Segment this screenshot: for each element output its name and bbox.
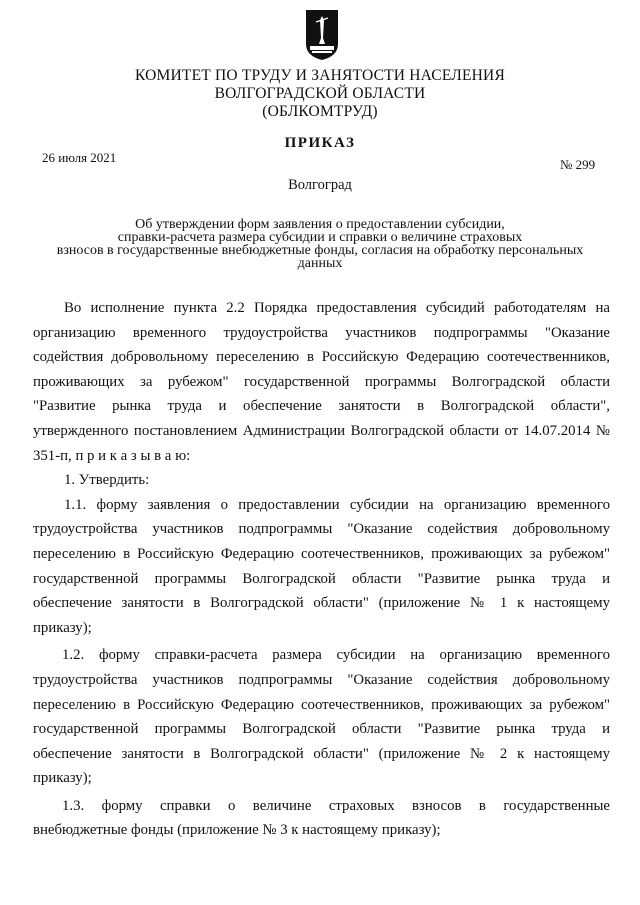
- item-line: 1.3. форму справки о величине страховых взносов в государственные: [62, 797, 610, 814]
- item-line: переселению в Российскую Федерацию соотечественников, проживающих за рубежом": [33, 696, 610, 713]
- item-line: государственной программы Волгоградской области "Развитие рынка труда и: [33, 570, 610, 587]
- document-body: [33, 296, 610, 843]
- subject-line: взносов в государственные внебюджетные фонды, согласия на обработку персональных: [56, 243, 584, 258]
- item-1-2-paragraph: [33, 643, 610, 791]
- org-name-line-3: (ОБЛКОМТРУД): [262, 103, 378, 120]
- item-line: переселению в Российскую Федерацию соотечественников, проживающих за рубежом": [33, 545, 610, 562]
- item-line: 1.1. форму заявления о предоставлении субсидии на организацию временного: [64, 496, 610, 513]
- item-line: трудоустройства участников подпрограммы "Оказание содействия добровольному: [33, 521, 610, 538]
- subject-line: Об утверждении форм заявления о предоставлении субсидии,: [135, 217, 505, 232]
- item-line: обеспечение занятости в Волгоградской области" (приложение № 2 к настоящему: [33, 745, 610, 762]
- subject-line: данных: [297, 256, 343, 271]
- subject-line: справки-расчета размера субсидии и справки о величине страховых: [117, 230, 523, 245]
- item-line: внебюджетные фонды (приложение № 3 к настоящему приказу);: [33, 822, 441, 839]
- document-city: Волгоград: [288, 177, 352, 193]
- item-line: 1.2. форму справки-расчета размера субсидии на организацию временного: [62, 647, 610, 664]
- org-name-line-1: КОМИТЕТ ПО ТРУДУ И ЗАНЯТОСТИ НАСЕЛЕНИЯ: [135, 67, 505, 84]
- item-line: трудоустройства участников подпрограммы "Оказание содействия добровольному: [33, 671, 610, 688]
- document-date: 26 июля 2021: [42, 150, 117, 165]
- intro-paragraph: [33, 296, 610, 468]
- intro-line: проживающих за рубежом" государственной программы Волгоградской области: [33, 373, 610, 390]
- document-subject: [40, 218, 600, 270]
- intro-line: утвержденного постановлением Администрации Волгоградской области от 14.07.2014 №: [33, 422, 610, 439]
- org-name-line-2: ВОЛГОГРАДСКОЙ ОБЛАСТИ: [214, 85, 426, 102]
- intro-line: 351-п, п р и к а з ы в а ю:: [33, 447, 191, 464]
- intro-line: Во исполнение пункта 2.2 Порядка предоставления субсидий работодателям на: [64, 300, 610, 316]
- intro-line: "Развитие рынка труда и обеспечение занятости в Волгоградской области",: [33, 398, 610, 415]
- item-line: обеспечение занятости в Волгоградской области" (приложение № 1 к настоящему: [33, 595, 610, 612]
- item-line: государственной программы Волгоградской области "Развитие рынка труда и: [33, 721, 610, 738]
- coat-of-arms-emblem: [304, 8, 340, 62]
- document-type-title: ПРИКАЗ: [284, 135, 356, 151]
- document-number: № 299: [560, 157, 596, 172]
- intro-line: содействия добровольному переселению в Российскую Федерацию соотечественников,: [33, 349, 610, 366]
- item-1-3-paragraph: [33, 794, 610, 843]
- item-1-1-paragraph: [33, 493, 610, 641]
- item-line: приказу);: [33, 770, 92, 787]
- item-1-heading: 1. Утвердить:: [64, 472, 150, 489]
- item-line: приказу);: [33, 619, 92, 636]
- intro-line: организацию временного трудоустройства участников подпрограммы "Оказание: [33, 324, 610, 341]
